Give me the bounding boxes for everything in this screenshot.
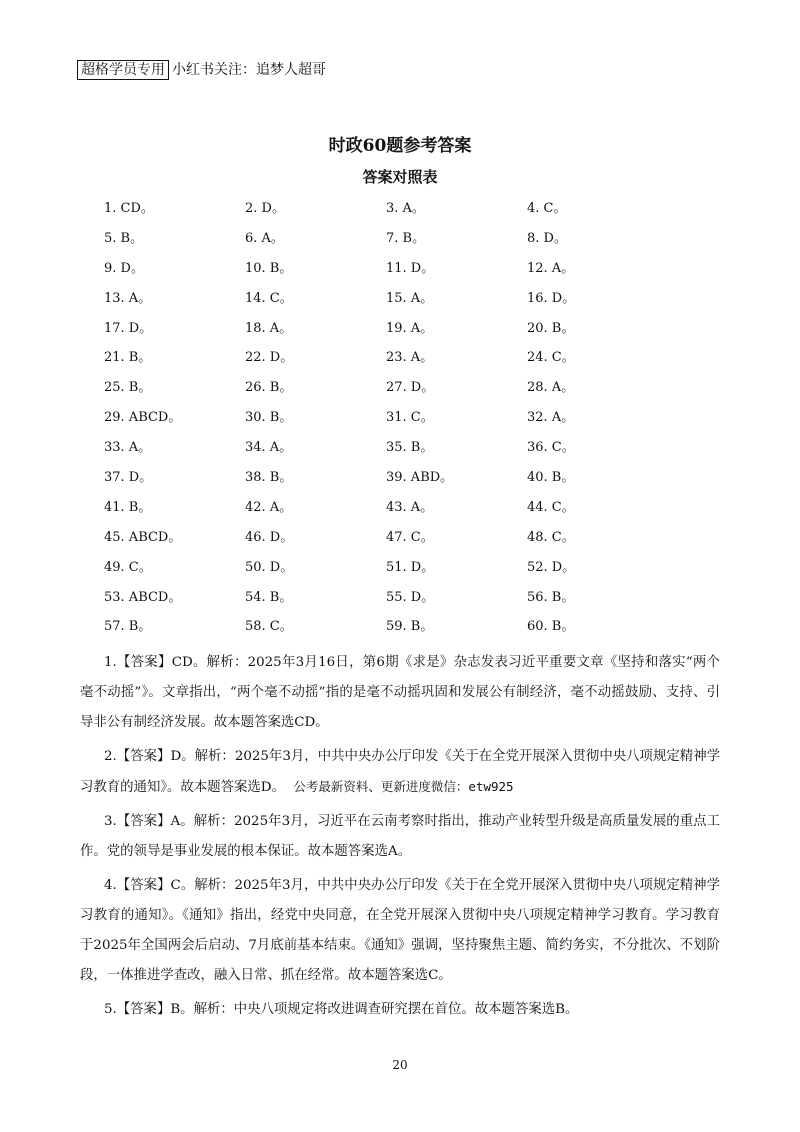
- answer-cell: 43. A。: [386, 499, 434, 515]
- answer-cell: 42. A。: [245, 499, 293, 515]
- answer-cell: 2. D。: [245, 201, 285, 216]
- answer-cell: 55. D。: [386, 589, 435, 605]
- answer-cell: 32. A。: [527, 410, 575, 426]
- answer-cell: 28. A。: [527, 380, 575, 396]
- answer-cell: 60. B。: [527, 619, 575, 635]
- answer-cell: 1. CD。: [104, 201, 154, 216]
- answer-cell: 53. ABCD。: [104, 589, 182, 605]
- answer-cell: 8. D。: [527, 230, 567, 246]
- answer-cell: 20. B。: [527, 320, 575, 336]
- answer-cell: 9. D。: [104, 260, 144, 276]
- explanation-5: 5.【答案】B。解析：中央八项规定将改进调查研究摆在首位。故本题答案选B。: [104, 1002, 579, 1017]
- section-subtitle: 答案对照表: [362, 168, 438, 186]
- answer-cell: 13. A。: [104, 290, 152, 306]
- answer-cell: 21. B。: [104, 350, 152, 366]
- page-number: 20: [392, 1058, 408, 1072]
- answer-table: [104, 198, 704, 646]
- answer-cell: 44. C。: [527, 499, 575, 515]
- answer-cell: 36. C。: [527, 440, 575, 456]
- answer-cell: 17. D。: [104, 320, 153, 336]
- answer-cell: 4. C。: [527, 201, 567, 216]
- answer-cell: 58. C。: [245, 619, 293, 635]
- explanation-2: [80, 742, 720, 803]
- answer-cell: 7. B。: [386, 230, 426, 246]
- answer-cell: 37. D。: [104, 470, 153, 486]
- answer-cell: 51. D。: [386, 559, 435, 575]
- answer-cell: 14. C。: [245, 290, 293, 306]
- explanations: [80, 648, 720, 1029]
- answer-cell: 15. A。: [386, 290, 434, 306]
- answer-cell: 56. B。: [527, 589, 575, 605]
- answer-cell: 48. C。: [527, 529, 575, 545]
- explanation-4: 4.【答案】C。解析：2025年3月，中共中央办公厅印发《关于在全党开展深入贯彻中央八项规定精神学习教育的通知》。《通知》指出，经党中央同意，在全党开展深入贯彻中央八项规定精神学习教育。学习教育于2025年全国两会后启动、7月底前基本结束。《通知》强调，坚持聚焦主题、简约务实，不分批次、不划阶段，一体推进学查改，融入日常、抓在经常。故本题答案选C。: [80, 878, 720, 983]
- answer-cell: 19. A。: [386, 320, 434, 336]
- answer-cell: 52. D。: [527, 559, 576, 575]
- answer-cell: 27. D。: [386, 380, 435, 396]
- page-title: 时政60题参考答案: [328, 136, 472, 156]
- answer-cell: 26. B。: [245, 380, 293, 396]
- answer-cell: 3. A。: [386, 201, 425, 216]
- answer-cell: 57. B。: [104, 619, 152, 635]
- answer-cell: 30. B。: [245, 410, 293, 426]
- answer-cell: 18. A。: [245, 320, 293, 336]
- answer-cell: 59. B。: [386, 619, 434, 635]
- answer-cell: 5. B。: [104, 230, 144, 246]
- follow-note: 小红书关注：追梦人超哥: [172, 62, 326, 78]
- answer-cell: 23. A。: [386, 350, 434, 366]
- answer-cell: 25. B。: [104, 380, 152, 396]
- answer-cell: 11. D。: [386, 260, 435, 276]
- answer-cell: 33. A。: [104, 440, 152, 456]
- answer-cell: 40. B。: [527, 470, 575, 486]
- answer-cell: 49. C。: [104, 559, 152, 575]
- answer-cell: 10. B。: [245, 260, 293, 276]
- answer-cell: 46. D。: [245, 529, 294, 545]
- answer-cell: 29. ABCD。: [104, 410, 182, 426]
- answer-cell: 31. C。: [386, 410, 434, 426]
- header: [77, 60, 326, 80]
- answer-cell: 50. D。: [245, 559, 294, 575]
- answer-cell: 38. B。: [245, 470, 293, 486]
- answer-cell: 6. A。: [245, 230, 284, 246]
- answer-cell: 12. A。: [527, 260, 575, 276]
- explanation-1: 1.【答案】CD。解析：2025年3月16日，第6期《求是》杂志发表习近平重要文章《坚持和落实“两个毫不动摇”》。文章指出，“两个毫不动摇”指的是毫不动摇巩固和发展公有制经济，毫不动摇鼓励、支持、引导非公有制经济发展。故本题答案选CD。: [80, 655, 720, 730]
- answer-cell: 39. ABD。: [386, 470, 454, 486]
- answer-cell: 35. B。: [386, 440, 434, 456]
- answer-cell: 34. A。: [245, 440, 293, 456]
- answer-cell: 16. D。: [527, 290, 576, 306]
- answer-cell: 47. C。: [386, 529, 434, 545]
- answer-cell: 41. B。: [104, 499, 152, 515]
- explanation-2-text: 2.【答案】D。解析：2025年3月，中共中央办公厅印发《关于在全党开展深入贯彻中央八项规定精神学习教育的通知》。故本题答案选D。: [80, 749, 720, 795]
- answer-cell: 45. ABCD。: [104, 529, 182, 545]
- answer-cell: 22. D。: [245, 350, 294, 366]
- answer-cell: 24. C。: [527, 350, 575, 366]
- student-only-badge: 超格学员专用: [77, 60, 169, 80]
- answer-cell: 54. B。: [245, 589, 293, 605]
- explanation-3: 3.【答案】A。解析：2025年3月，习近平在云南考察时指出，推动产业转型升级是高质量发展的重点工作。党的领导是事业发展的根本保证。故本题答案选A。: [80, 814, 720, 859]
- explanation-2-note: 公考最新资料、更新进度微信：etw925: [293, 779, 514, 794]
